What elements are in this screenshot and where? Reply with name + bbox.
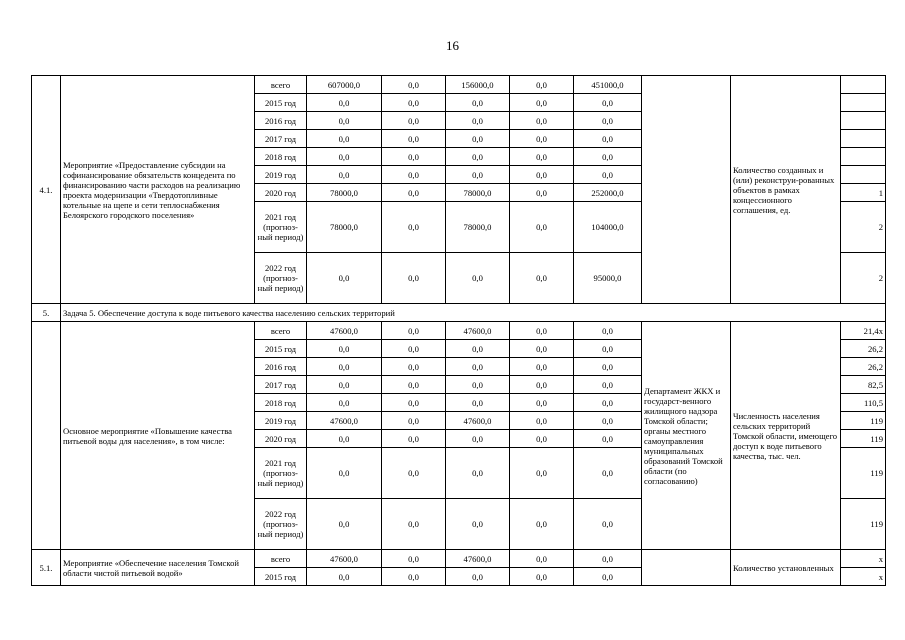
regional-cell: 0,0 (446, 568, 510, 586)
extrabudget-cell: 0,0 (574, 430, 642, 448)
federal-cell: 0,0 (382, 448, 446, 499)
year-cell: 2021 год (прогноз-ный период) (255, 448, 307, 499)
regional-cell: 78000,0 (446, 184, 510, 202)
extrabudget-cell: 451000,0 (574, 76, 642, 94)
total-cell: 0,0 (307, 394, 382, 412)
indicator-value-cell (841, 166, 886, 184)
regional-cell: 0,0 (446, 112, 510, 130)
indicator-value-cell: х (841, 550, 886, 568)
federal-cell: 0,0 (382, 412, 446, 430)
extrabudget-cell: 0,0 (574, 499, 642, 550)
indicator-value-cell: 119 (841, 448, 886, 499)
local-cell: 0,0 (510, 340, 574, 358)
regional-cell: 0,0 (446, 358, 510, 376)
responsible-cell (642, 76, 731, 304)
local-cell: 0,0 (510, 148, 574, 166)
federal-cell: 0,0 (382, 148, 446, 166)
local-cell: 0,0 (510, 130, 574, 148)
total-cell: 0,0 (307, 448, 382, 499)
total-cell: 0,0 (307, 430, 382, 448)
task-text: Задача 5. Обеспечение доступа к воде питьевого качества населению сельских территорий (61, 304, 886, 322)
local-cell: 0,0 (510, 112, 574, 130)
indicator-cell: Количество установленных (731, 550, 841, 586)
local-cell: 0,0 (510, 499, 574, 550)
local-cell: 0,0 (510, 376, 574, 394)
regional-cell: 0,0 (446, 253, 510, 304)
regional-cell: 0,0 (446, 148, 510, 166)
item-name: Мероприятие «Предоставление субсидии на софинансирование обязательств концедента по финансированию части расходов на реализацию проекта модернизации «Твердотопливные котельные на щепе и сети теплоснабжения Белоярского городского поселения» (61, 76, 255, 304)
regional-cell: 47600,0 (446, 322, 510, 340)
indicator-value-cell: х (841, 568, 886, 586)
total-cell: 0,0 (307, 130, 382, 148)
page-number: 16 (446, 38, 459, 53)
year-cell: 2019 год (255, 166, 307, 184)
indicator-value-cell (841, 94, 886, 112)
year-cell: всего (255, 322, 307, 340)
total-cell: 0,0 (307, 253, 382, 304)
regional-cell: 0,0 (446, 130, 510, 148)
year-cell: 2017 год (255, 376, 307, 394)
indicator-value-cell: 1 (841, 184, 886, 202)
regional-cell: 156000,0 (446, 76, 510, 94)
task-number: 5. (32, 304, 61, 322)
federal-cell: 0,0 (382, 550, 446, 568)
regional-cell: 0,0 (446, 499, 510, 550)
total-cell: 0,0 (307, 166, 382, 184)
program-table (31, 75, 886, 586)
table-body (32, 76, 886, 586)
extrabudget-cell: 104000,0 (574, 202, 642, 253)
federal-cell: 0,0 (382, 568, 446, 586)
indicator-value-cell (841, 76, 886, 94)
federal-cell: 0,0 (382, 253, 446, 304)
local-cell: 0,0 (510, 358, 574, 376)
regional-cell: 0,0 (446, 94, 510, 112)
year-cell: 2015 год (255, 94, 307, 112)
year-cell: 2016 год (255, 112, 307, 130)
local-cell: 0,0 (510, 202, 574, 253)
extrabudget-cell: 0,0 (574, 112, 642, 130)
local-cell: 0,0 (510, 430, 574, 448)
total-cell: 78000,0 (307, 202, 382, 253)
extrabudget-cell: 0,0 (574, 376, 642, 394)
local-cell: 0,0 (510, 76, 574, 94)
total-cell: 0,0 (307, 112, 382, 130)
federal-cell: 0,0 (382, 202, 446, 253)
year-cell: 2017 год (255, 130, 307, 148)
local-cell: 0,0 (510, 394, 574, 412)
total-cell: 47600,0 (307, 412, 382, 430)
extrabudget-cell: 252000,0 (574, 184, 642, 202)
indicator-value-cell: 2 (841, 253, 886, 304)
year-cell: 2016 год (255, 358, 307, 376)
federal-cell: 0,0 (382, 76, 446, 94)
local-cell: 0,0 (510, 184, 574, 202)
year-cell: 2018 год (255, 148, 307, 166)
indicator-value-cell: 26,2 (841, 340, 886, 358)
indicator-value-cell (841, 148, 886, 166)
regional-cell: 0,0 (446, 448, 510, 499)
item-name: Мероприятие «Обеспечение населения Томской области чистой питьевой водой» (61, 550, 255, 586)
total-cell: 607000,0 (307, 76, 382, 94)
extrabudget-cell: 0,0 (574, 148, 642, 166)
regional-cell: 47600,0 (446, 412, 510, 430)
extrabudget-cell: 95000,0 (574, 253, 642, 304)
local-cell: 0,0 (510, 568, 574, 586)
total-cell: 47600,0 (307, 550, 382, 568)
year-cell: 2019 год (255, 412, 307, 430)
total-cell: 0,0 (307, 148, 382, 166)
extrabudget-cell: 0,0 (574, 394, 642, 412)
extrabudget-cell: 0,0 (574, 322, 642, 340)
federal-cell: 0,0 (382, 430, 446, 448)
extrabudget-cell: 0,0 (574, 94, 642, 112)
extrabudget-cell: 0,0 (574, 340, 642, 358)
local-cell: 0,0 (510, 550, 574, 568)
local-cell: 0,0 (510, 448, 574, 499)
federal-cell: 0,0 (382, 376, 446, 394)
federal-cell: 0,0 (382, 166, 446, 184)
item-number: 4.1. (32, 76, 61, 304)
responsible-cell (642, 550, 731, 586)
total-cell: 0,0 (307, 358, 382, 376)
total-cell: 0,0 (307, 568, 382, 586)
local-cell: 0,0 (510, 166, 574, 184)
local-cell: 0,0 (510, 412, 574, 430)
item-number (32, 322, 61, 550)
indicator-value-cell (841, 130, 886, 148)
federal-cell: 0,0 (382, 130, 446, 148)
extrabudget-cell: 0,0 (574, 412, 642, 430)
indicator-cell: Численность населения сельских территорий Томской области, имеющего доступ к воде питьевого качества, тыс. чел. (731, 322, 841, 550)
regional-cell: 47600,0 (446, 550, 510, 568)
year-cell: 2015 год (255, 340, 307, 358)
total-cell: 0,0 (307, 94, 382, 112)
year-cell: 2018 год (255, 394, 307, 412)
year-cell: 2020 год (255, 184, 307, 202)
year-cell: 2022 год (прогноз-ный период) (255, 253, 307, 304)
federal-cell: 0,0 (382, 394, 446, 412)
local-cell: 0,0 (510, 253, 574, 304)
extrabudget-cell: 0,0 (574, 448, 642, 499)
indicator-value-cell: 119 (841, 412, 886, 430)
year-cell: всего (255, 76, 307, 94)
indicator-value-cell: 2 (841, 202, 886, 253)
indicator-value-cell: 26,2 (841, 358, 886, 376)
year-cell: 2020 год (255, 430, 307, 448)
extrabudget-cell: 0,0 (574, 568, 642, 586)
table-row (32, 322, 886, 340)
federal-cell: 0,0 (382, 340, 446, 358)
federal-cell: 0,0 (382, 94, 446, 112)
extrabudget-cell: 0,0 (574, 166, 642, 184)
regional-cell: 0,0 (446, 394, 510, 412)
year-cell: 2015 год (255, 568, 307, 586)
year-cell: 2021 год (прогноз-ный период) (255, 202, 307, 253)
indicator-value-cell: 82,5 (841, 376, 886, 394)
extrabudget-cell: 0,0 (574, 358, 642, 376)
year-cell: всего (255, 550, 307, 568)
federal-cell: 0,0 (382, 499, 446, 550)
local-cell: 0,0 (510, 94, 574, 112)
federal-cell: 0,0 (382, 184, 446, 202)
federal-cell: 0,0 (382, 112, 446, 130)
total-cell: 0,0 (307, 499, 382, 550)
table-row (32, 550, 886, 568)
indicator-value-cell: 110,5 (841, 394, 886, 412)
total-cell: 78000,0 (307, 184, 382, 202)
federal-cell: 0,0 (382, 322, 446, 340)
total-cell: 0,0 (307, 376, 382, 394)
local-cell: 0,0 (510, 322, 574, 340)
task-row (32, 304, 886, 322)
extrabudget-cell: 0,0 (574, 130, 642, 148)
indicator-value-cell: 119 (841, 499, 886, 550)
responsible-cell: Департамент ЖКХ и государст-венного жилищного надзора Томской области; органы местного самоуправления муниципальных образований Томской области (по согласованию) (642, 322, 731, 550)
regional-cell: 0,0 (446, 430, 510, 448)
indicator-value-cell (841, 112, 886, 130)
item-number: 5.1. (32, 550, 61, 586)
indicator-value-cell: 21,4х (841, 322, 886, 340)
extrabudget-cell: 0,0 (574, 550, 642, 568)
item-name: Основное мероприятие «Повышение качества питьевой воды для населения», в том числе: (61, 322, 255, 550)
total-cell: 47600,0 (307, 322, 382, 340)
indicator-value-cell: 119 (841, 430, 886, 448)
regional-cell: 0,0 (446, 376, 510, 394)
regional-cell: 0,0 (446, 166, 510, 184)
year-cell: 2022 год (прогноз-ный период) (255, 499, 307, 550)
table-row (32, 76, 886, 94)
indicator-cell: Количество созданных и (или) реконструи-рованных объектов в рамках концессионного соглашения, ед. (731, 76, 841, 304)
total-cell: 0,0 (307, 340, 382, 358)
regional-cell: 78000,0 (446, 202, 510, 253)
regional-cell: 0,0 (446, 340, 510, 358)
federal-cell: 0,0 (382, 358, 446, 376)
